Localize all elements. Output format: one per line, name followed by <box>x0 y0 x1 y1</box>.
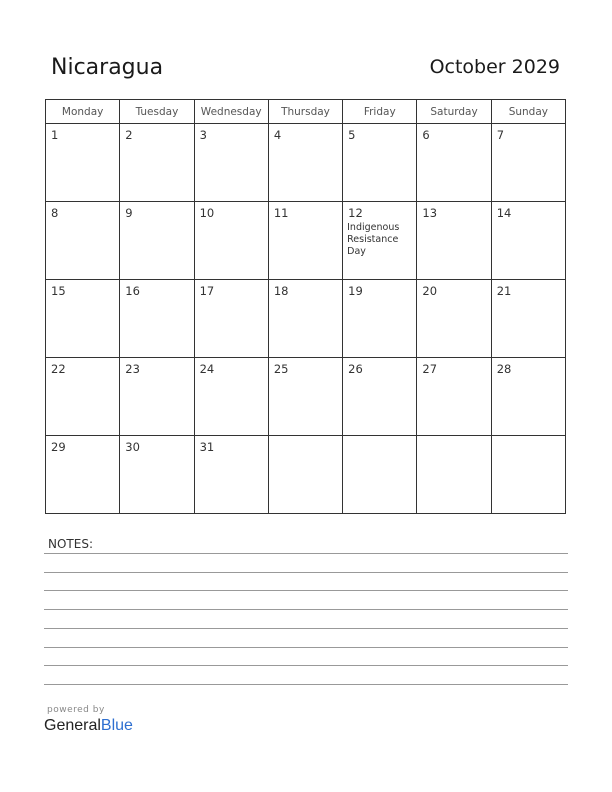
day-number: 26 <box>348 362 363 376</box>
brand-general: General <box>44 717 101 734</box>
day-cell <box>46 436 120 514</box>
day-cell-holiday <box>343 202 417 280</box>
day-cell <box>343 124 417 202</box>
day-number: 11 <box>273 206 289 220</box>
notes-line <box>44 553 568 554</box>
day-cell <box>194 124 268 202</box>
day-cell <box>46 358 120 436</box>
day-cell <box>417 358 491 436</box>
day-cell-empty <box>491 436 565 514</box>
week-row-1 <box>46 124 566 202</box>
day-cell <box>120 358 194 436</box>
weekday-friday: Friday <box>343 100 417 124</box>
day-cell-empty <box>343 436 417 514</box>
week-row-4 <box>46 358 566 436</box>
day-cell <box>46 202 120 280</box>
day-number: 6 <box>422 128 430 142</box>
week-row-3 <box>46 280 566 358</box>
notes-line <box>44 609 568 610</box>
weekday-header-row <box>46 100 566 124</box>
week-row-2 <box>46 202 566 280</box>
day-cell <box>46 280 120 358</box>
day-cell <box>417 202 491 280</box>
holiday-label: Indigenous Resistance Day <box>347 222 400 257</box>
day-number: 23 <box>125 362 140 376</box>
day-number: 16 <box>125 284 140 298</box>
day-cell <box>194 202 268 280</box>
day-cell <box>268 124 342 202</box>
day-number <box>492 436 565 441</box>
day-cell-empty <box>268 436 342 514</box>
calendar-grid <box>45 99 566 514</box>
day-cell <box>194 436 268 514</box>
day-number <box>417 436 490 441</box>
day-cell <box>417 124 491 202</box>
country-title: Nicaragua <box>51 55 164 80</box>
day-cell <box>46 124 120 202</box>
day-number: 10 <box>199 206 215 220</box>
day-number: 4 <box>273 128 282 142</box>
day-number: 28 <box>496 362 512 376</box>
weekday-wednesday: Wednesday <box>194 100 268 124</box>
powered-by-text: powered by <box>47 705 105 715</box>
brand-blue: Blue <box>100 717 133 734</box>
day-number: 14 <box>496 206 512 220</box>
day-cell <box>120 280 194 358</box>
day-number: 19 <box>348 284 363 298</box>
day-number: 20 <box>422 284 438 298</box>
day-cell <box>491 280 565 358</box>
day-cell-empty <box>417 436 491 514</box>
weekday-tuesday: Tuesday <box>120 100 194 124</box>
day-number: 18 <box>273 284 289 298</box>
day-number: 13 <box>422 206 438 220</box>
day-number: 9 <box>125 206 133 220</box>
day-number: 7 <box>496 128 505 142</box>
notes-label: NOTES: <box>48 537 93 551</box>
day-number: 5 <box>348 128 356 142</box>
day-number: 30 <box>125 440 140 454</box>
day-cell <box>417 280 491 358</box>
day-number: 8 <box>51 206 59 220</box>
day-number: 3 <box>199 128 207 142</box>
day-cell <box>268 358 342 436</box>
notes-line <box>44 665 568 666</box>
notes-line <box>44 572 568 573</box>
day-cell <box>194 358 268 436</box>
day-number: 17 <box>199 284 215 298</box>
day-cell <box>343 280 417 358</box>
day-number: 31 <box>199 440 215 454</box>
day-number: 12 <box>348 206 363 220</box>
weekday-monday: Monday <box>46 100 120 124</box>
day-cell <box>120 436 194 514</box>
weekday-thursday: Thursday <box>268 100 342 124</box>
day-cell <box>343 358 417 436</box>
day-cell <box>268 280 342 358</box>
day-cell <box>120 124 194 202</box>
day-number: 24 <box>199 362 215 376</box>
notes-line <box>44 590 568 591</box>
day-cell <box>491 202 565 280</box>
day-number: 25 <box>273 362 289 376</box>
day-number: 1 <box>51 128 59 142</box>
day-number: 21 <box>496 284 512 298</box>
notes-line <box>44 647 568 648</box>
day-cell <box>491 124 565 202</box>
day-cell <box>120 202 194 280</box>
month-year-title: October 2029 <box>429 56 560 78</box>
day-number: 2 <box>125 128 133 142</box>
day-number: 15 <box>51 284 66 298</box>
notes-line <box>44 628 568 629</box>
generalblue-logo[interactable] <box>44 717 133 735</box>
day-cell <box>491 358 565 436</box>
weekday-saturday: Saturday <box>417 100 491 124</box>
day-cell <box>194 280 268 358</box>
day-number: 22 <box>51 362 66 376</box>
notes-line <box>44 684 568 685</box>
day-cell <box>268 202 342 280</box>
day-number <box>269 436 342 441</box>
week-row-5 <box>46 436 566 514</box>
weekday-sunday: Sunday <box>491 100 565 124</box>
day-number: 29 <box>51 440 66 454</box>
day-number: 27 <box>422 362 438 376</box>
day-number <box>343 436 416 441</box>
